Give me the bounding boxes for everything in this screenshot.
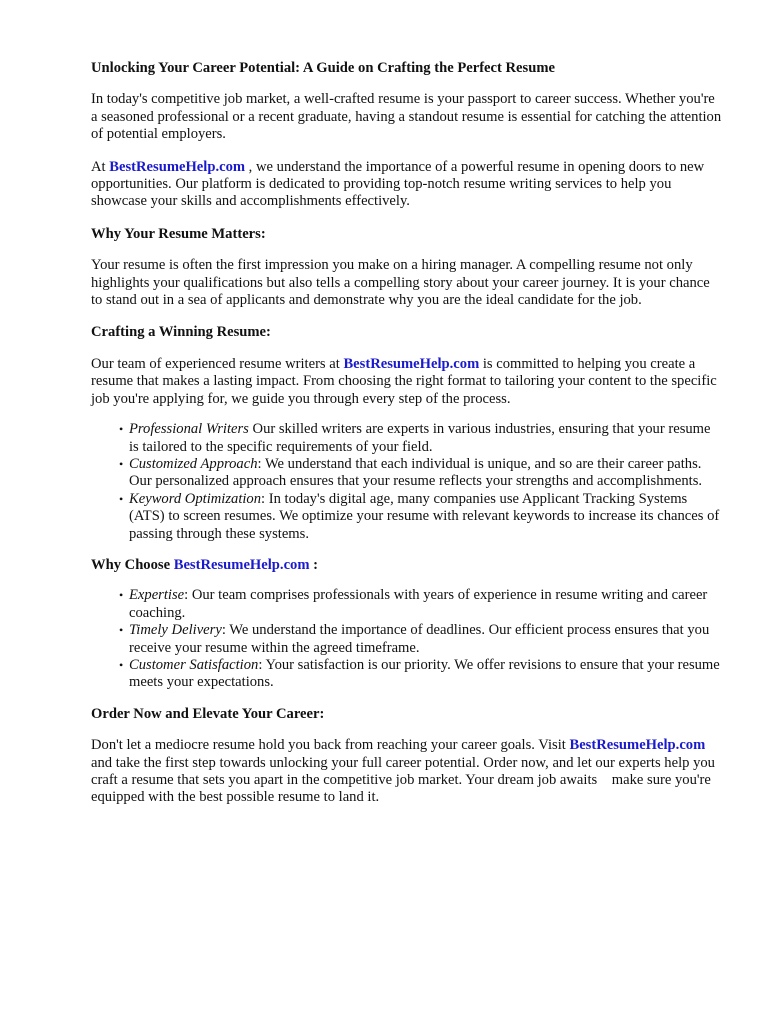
crafting-features-list	[91, 421, 723, 543]
heading-why-choose	[91, 557, 723, 574]
why-matters-paragraph: Your resume is often the first impression you make on a hiring manager. A compelling resume not only highlights your qualifications but also tells a compelling story about your career journey. It is your chance to stand out in a sea of applicants and demonstrate why you are the ideal candidate for the job.	[91, 257, 710, 309]
order-prefix: Don't let a mediocre resume hold you back from reaching your career goals. Visit	[91, 737, 570, 754]
why-choose-prefix: Why Choose	[91, 556, 174, 573]
list-item	[119, 421, 723, 456]
list-item-term: Keyword Optimization	[129, 490, 262, 507]
list-item	[119, 490, 723, 543]
list-item	[119, 455, 723, 491]
intro-paragraph: In today's competitive job market, a well-crafted resume is your passport to career success. Whether you're a seasoned professional or a recent graduate, having a standout resume is essential for catching the attention of potential employers.	[91, 91, 722, 143]
list-item-text: : Our team comprises professionals with years of experience in resume writing and career coaching.	[129, 587, 708, 621]
list-item-text: Our skilled writers are experts in various industries, ensuring that your resume is tailored to the specific requirements of your field.	[129, 421, 711, 455]
list-item-term: Customized Approach	[129, 455, 258, 472]
why-choose-suffix: :	[309, 556, 319, 573]
bullet-icon: •	[119, 588, 124, 603]
crafting-suffix: is committed to helping you create a resume that makes a lasting impact. From choosing the right format to tailoring your content to the specific job you're applying for, we guide you through every step of the process.	[91, 355, 717, 407]
about-prefix: At	[91, 158, 110, 175]
heading-order-now: Order Now and Elevate Your Career:	[91, 705, 325, 722]
bullet-icon: •	[119, 491, 124, 506]
crafting-prefix: Our team of experienced resume writers at	[91, 355, 344, 372]
about-paragraph	[91, 159, 723, 211]
list-item-term: Timely Delivery	[129, 622, 222, 639]
bullet-icon: •	[119, 456, 124, 471]
list-item-text: : Your satisfaction is our priority. We offer revisions to ensure that your resume meets your expectations.	[129, 656, 720, 691]
bullet-icon: •	[119, 422, 124, 437]
heading-why-resume-matters: Why Your Resume Matters:	[91, 225, 266, 242]
list-item-text: : In today's digital age, many companies use Applicant Tracking Systems (ATS) to screen resumes. We optimize your resume with relevant keywords to increase its chances of passing through these systems.	[129, 490, 720, 542]
bestresumehelp-link[interactable]: BestResumeHelp.com	[569, 737, 706, 754]
document-title: Unlocking Your Career Potential: A Guide on Crafting the Perfect Resume	[91, 60, 555, 76]
list-item-term: Customer Satisfaction	[129, 656, 259, 673]
bullet-icon: •	[119, 657, 124, 672]
about-suffix: , we understand the importance of a powerful resume in opening doors to new opportunities. Our platform is dedicated to providing top-notch resume writing services to help you showcase your skills and accomplishments effectively.	[91, 158, 705, 210]
document-page	[91, 60, 723, 822]
list-item-text: : We understand that each individual is unique, and so are their career paths. Our personalized approach ensures that your resume reflects your strengths and accomplishments.	[129, 455, 703, 490]
list-item-text: : We understand the importance of deadlines. Our efficient process ensures that you receive your resume within the agreed timeframe.	[129, 622, 710, 656]
bestresumehelp-link[interactable]: BestResumeHelp.com	[109, 158, 246, 175]
bullet-icon: •	[119, 623, 124, 638]
list-item	[119, 622, 723, 657]
list-item	[119, 587, 723, 622]
bestresumehelp-link[interactable]: BestResumeHelp.com	[173, 556, 310, 573]
why-choose-list	[91, 587, 723, 691]
list-item	[119, 656, 723, 692]
list-item-term: Expertise	[129, 587, 185, 604]
bestresumehelp-link[interactable]: BestResumeHelp.com	[343, 355, 480, 372]
crafting-paragraph	[91, 356, 723, 408]
list-item-term: Professional Writers	[129, 421, 249, 438]
order-suffix: and take the first step towards unlocking your full career potential. Order now, and let our experts help you craft a resume that sets you apart in the competitive job market. Your dream job awaits make sure you're equipped with the best possible resume to land it.	[91, 754, 715, 806]
heading-crafting-winning-resume: Crafting a Winning Resume:	[91, 324, 271, 341]
order-paragraph	[91, 737, 723, 807]
